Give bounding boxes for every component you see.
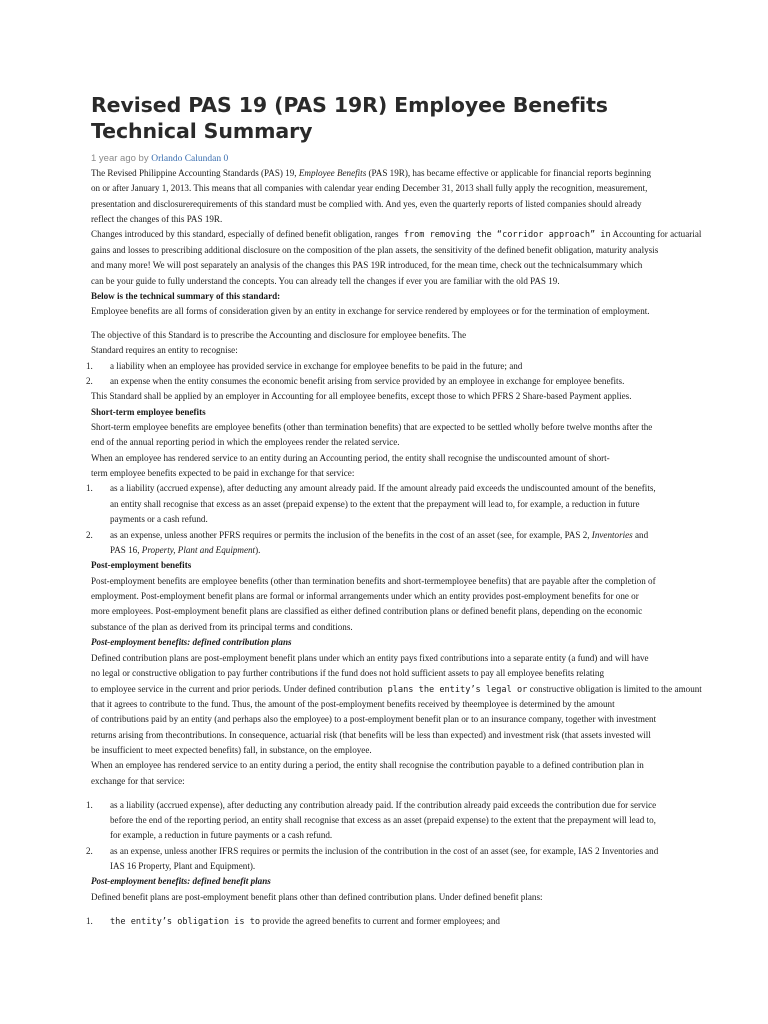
section-heading: Post-employment benefits: defined benefit plans [91, 876, 271, 886]
dc-line: When an employee has rendered service to an entity during a period, the entity shall recognise the contribution payable to a defined contribution plan in [91, 760, 644, 770]
changes-line: gains and losses to prescribing additional disclosure on the composition of the plan assets, the sensitivity of the defined benefit obligation, maturity analysis [91, 245, 659, 255]
dc-line: no legal or constructive obligation to pay further contributions if the fund does not hold sufficient assets to pay all employee benefits relating [91, 668, 604, 678]
list-item: payments or a cash refund. [110, 514, 208, 524]
dc-line: that it agrees to contribute to the fund. Thus, the amount of the post-employment benefits received by theemployee is determined by the amount [91, 699, 615, 709]
section-heading: Short-term employee benefits [91, 407, 206, 417]
list-item: an expense when the entity consumes the economic benefit arising from service provided by an employee in exchange for employee benefits. [110, 376, 625, 386]
dc-line: to employee service in the current and prior periods. Under defined contribution plans the entity’s legal or constructive obligation is limited to the amount [91, 684, 702, 695]
dc-line: Defined contribution plans are post-employment benefit plans under which an entity pays fixed contributions into a separate entity (a fund) and will have [91, 653, 649, 663]
author-link[interactable]: Orlando Calundan 0 [151, 154, 229, 164]
list-item: as a liability (accrued expense), after deducting any contribution already paid. If the contribution already paid exceeds the contribution due for service [110, 800, 657, 810]
db-line: Defined benefit plans are post-employment benefit plans other than defined contribution plans. Under defined benefit plans: [91, 892, 543, 902]
list-item: a liability when an employee has provided service in exchange for employee benefits to be paid in the future; and [110, 361, 523, 371]
objective-line: The objective of this Standard is to prescribe the Accounting and disclosure for employee benefits. The [91, 330, 467, 340]
short-term-line: term employee benefits expected to be paid in exchange for that service: [91, 468, 355, 478]
list-number: 2. [86, 846, 93, 856]
list-number: 2. [86, 530, 93, 540]
objective-line: Standard requires an entity to recognise: [91, 345, 238, 355]
changes-line: can be your guide to fully understand the concepts. You can already tell the changes if ever you are familiar with the old PAS 19. [91, 276, 560, 286]
post-employment-line: Post-employment benefits are employee benefits (other than termination benefits and short-termemployee benefits) that are payable after the completion of [91, 576, 656, 586]
list-item: IAS 16 Property, Plant and Equipment). [110, 861, 256, 871]
post-employment-line: employment. Post-employment benefit plans are formal or informal arrangements under which an entity provides post-employment benefits for one or [91, 591, 639, 601]
list-item: before the end of the reporting period, an entity shall recognise that excess as an asset (prepaid expense) to the extent that the prepayment will lead to, [110, 815, 656, 825]
list-number: 1. [86, 800, 93, 810]
short-term-line: When an employee has rendered service to an entity during an Accounting period, the entity shall recognise the undiscounted amount of short- [91, 453, 610, 463]
short-term-line: end of the annual reporting period in which the employees render the related service. [91, 437, 400, 447]
changes-line: Changes introduced by this standard, especially of defined benefit obligation, ranges from removing the “corridor approach” in Accounting for actuarial [91, 229, 702, 240]
dc-line: returns arising from thecontributions. In consequence, actuarial risk (that benefits will be less than expected) and investment risk (that assets invested will [91, 730, 651, 740]
list-number: 1. [86, 916, 93, 926]
post-employment-line: more employees. Post-employment benefit plans are classified as either defined contribution plans or defined benefit plans, depending on the economic [91, 606, 643, 616]
list-item: the entity’s obligation is to provide the agreed benefits to current and former employees; and [110, 916, 500, 927]
list-item: as an expense, unless another PFRS requires or permits the inclusion of the benefits in the cost of an asset (see, for example, PAS 2, Inventories and [110, 530, 649, 540]
list-item: for example, a reduction in future payments or a cash refund. [110, 830, 333, 840]
short-term-line: Short-term employee benefits are employee benefits (other than termination benefits) that are expected to be settled wholly before twelve months after the [91, 422, 653, 432]
applied-line: This Standard shall be applied by an employer in Accounting for all employee benefits, except those to which PFRS 2 Share-based Payment applies. [91, 391, 632, 401]
section-heading: Post-employment benefits: defined contribution plans [91, 637, 292, 647]
section-heading: Post-employment benefits [91, 560, 192, 570]
dc-line: exchange for that service: [91, 776, 185, 786]
intro-line: The Revised Philippine Accounting Standards (PAS) 19, Employee Benefits (PAS 19R), has became effective or applicable for financial reports beginning [91, 168, 652, 178]
changes-line: and many more! We will post separately an analysis of the changes this PAS 19R introduced, for the mean time, check out the technicalsummary which [91, 260, 643, 270]
list-item: an entity shall recognise that excess as an asset (prepaid expense) to the extent that the prepayment will lead to, for example, a reduction in future [110, 499, 640, 509]
list-number: 2. [86, 376, 93, 386]
definition-line: Employee benefits are all forms of consideration given by an entity in exchange for service rendered by employees or for the termination of employment. [91, 306, 650, 316]
page-title: Revised PAS 19 (PAS 19R) Employee Benefits Technical Summary [91, 93, 608, 143]
summary-heading: Below is the technical summary of this standard: [91, 291, 281, 301]
list-item: PAS 16, Property, Plant and Equipment). [110, 545, 261, 555]
intro-line: on or after January 1, 2013. This means that all companies with calendar year ending December 31, 2013 shall fully apply the recognition, measurement, [91, 183, 648, 193]
list-number: 1. [86, 483, 93, 493]
dc-line: be insufficient to meet expected benefits) fall, in substance, on the employee. [91, 745, 372, 755]
intro-line: reflect the changes of this PAS 19R. [91, 214, 223, 224]
list-number: 1. [86, 361, 93, 371]
post-age: 1 year ago by [91, 153, 149, 164]
post-employment-line: substance of the plan as derived from its principal terms and conditions. [91, 622, 353, 632]
intro-line: presentation and disclosurerequirements of this standard must be complied with. And yes, even the quarterly reports of listed companies should already [91, 199, 642, 209]
list-item: as a liability (accrued expense), after deducting any amount already paid. If the amount already paid exceeds the undiscounted amount of the benefits, [110, 483, 656, 493]
dc-line: of contributions paid by an entity (and perhaps also the employee) to a post-employment benefit plan or to an insurance company, together with investment [91, 714, 657, 724]
post-meta [91, 153, 228, 164]
list-item: as an expense, unless another IFRS requires or permits the inclusion of the contribution in the cost of an asset (see, for example, IAS 2 Inventories and [110, 846, 659, 856]
